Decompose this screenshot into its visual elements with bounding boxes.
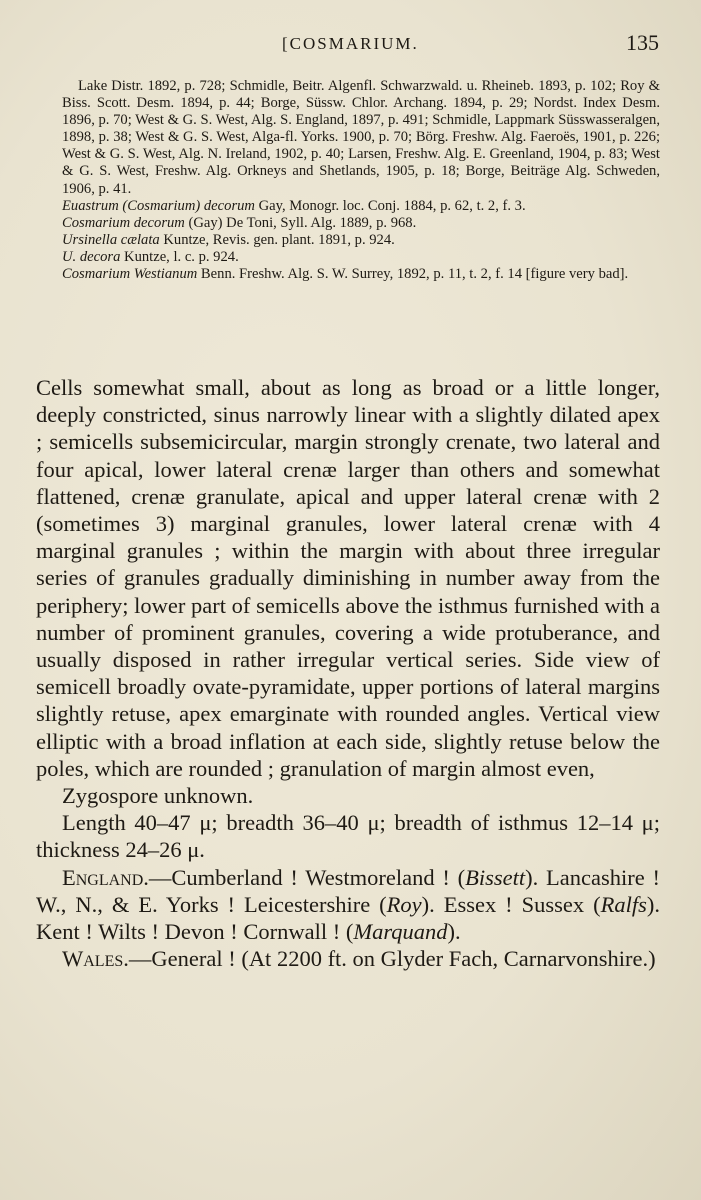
region-label-england: England. — [62, 864, 149, 890]
dimensions: Length 40–47 μ; breadth 36–40 μ; breadth of isthmus 12–14 μ; thickness 24–26 μ. — [36, 810, 660, 863]
distribution-text: —General ! (At 2200 ft. on Glyder Fach, Carnarvonshire.) — [128, 946, 656, 972]
synonym-name: Euastrum (Cosmarium) decorum — [62, 197, 255, 214]
synonym-reference: Gay, Monogr. loc. Conj. 1884, p. 62, t. 2, f. 3. — [254, 197, 526, 214]
distribution-text: ). — [447, 919, 461, 945]
distribution-england — [36, 864, 660, 946]
synonym-reference: Benn. Freshw. Alg. S. W. Surrey, 1892, p. 11, t. 2, f. 14 [figure very bad]. — [197, 266, 629, 283]
region-label-wales: Wales. — [62, 946, 129, 972]
distribution-text: ). Kent ! Wilts ! Devon ! Cornwall ! ( — [36, 891, 660, 945]
synonym-name: Ursinella cælata — [62, 231, 160, 248]
page-number: 135 — [626, 30, 659, 55]
synonymy-block — [62, 78, 660, 283]
distribution-text: ). Essex ! Sussex ( — [421, 891, 601, 917]
collector-name: Bissett — [465, 864, 526, 890]
synonym-reference: Kuntze, l. c. p. 924. — [120, 248, 239, 265]
collector-name: Roy — [386, 891, 422, 917]
description-paragraph: Cells somewhat small, about as long as broad or a little longer, deeply constricted, sinus narrowly linear with a slightly dilated apex ; semicells subsemicircular, margin strongly crenate, two lateral and four apical, lower lateral crenæ larger than others and somewhat flattened, crenæ granulate, apical and upper lateral crenæ with 2 (sometimes 3) marginal granules, lower lateral crenæ with 4 marginal granules ; within the margin with about three irregular series of granules gradually diminishing in number away from the periphery; lower part of semicells above the isthmus furnished with a number of prominent granules, covering a wide protuberance, and usually disposed in rather irregular vertical series. Side view of semicell broadly ovate-pyramidate, upper portions of lateral margins slightly retuse, apex emarginate with rounded angles. Vertical view elliptic with a broad inflation at each side, slightly retuse below the poles, which are rounded ; granulation of margin almost even, — [36, 375, 660, 781]
collector-name: Marquand — [353, 919, 448, 945]
synonym-entry — [62, 232, 660, 249]
species-description — [36, 374, 660, 972]
synonym-entry — [62, 215, 660, 232]
distribution-text: ). Lancashire ! W., N., & E. Yorks ! Leicestershire ( — [36, 864, 660, 917]
synonym-entry — [62, 249, 660, 266]
distribution-text: —Cumberland ! Westmoreland ! ( — [148, 864, 466, 890]
collector-name: Ralfs — [600, 891, 647, 917]
synonym-reference: (Gay) De Toni, Syll. Alg. 1889, p. 968. — [184, 214, 417, 231]
synonym-entry — [62, 266, 660, 283]
zygospore-note: Zygospore unknown. — [62, 783, 254, 809]
running-head: [COSMARIUM. — [282, 34, 419, 53]
synonym-name: U. decora — [62, 248, 121, 265]
synonym-name: Cosmarium Westianum — [62, 266, 198, 283]
page-header — [0, 30, 701, 60]
synonym-reference: Kuntze, Revis. gen. plant. 1891, p. 924. — [159, 231, 395, 248]
synonym-entry — [62, 198, 660, 215]
distribution-wales — [36, 945, 660, 972]
synonymy-continuation: Lake Distr. 1892, p. 728; Schmidle, Beitr. Algenfl. Schwarzwald. u. Rheineb. 1893, p. 102; Roy & Biss. Scott. Desm. 1894, p. 44; Borge, Süssw. Chlor. Archang. 1894, p. 29; Nordst. Index Desm. 1896, p. 70; West & G. S. West, Alg. S. England, 1897, p. 491; Schmidle, Lappmark Süsswasseralgen, 1898, p. 38; West & G. S. West, Alga-fl. Yorks. 1900, p. 70; Börg. Freshw. Alg. Faeroës, 1901, p. 226; West & G. S. West, Alg. N. Ireland, 1902, p. 40; Larsen, Freshw. Alg. E. Greenland, 1904, p. 83; West & G. S. West, Freshw. Alg. Orkneys and Shetlands, 1905, p. 18; Borge, Beiträge Alg. Schweden, 1906, p. 41. — [62, 78, 660, 197]
synonym-name: Cosmarium decorum — [62, 214, 185, 231]
